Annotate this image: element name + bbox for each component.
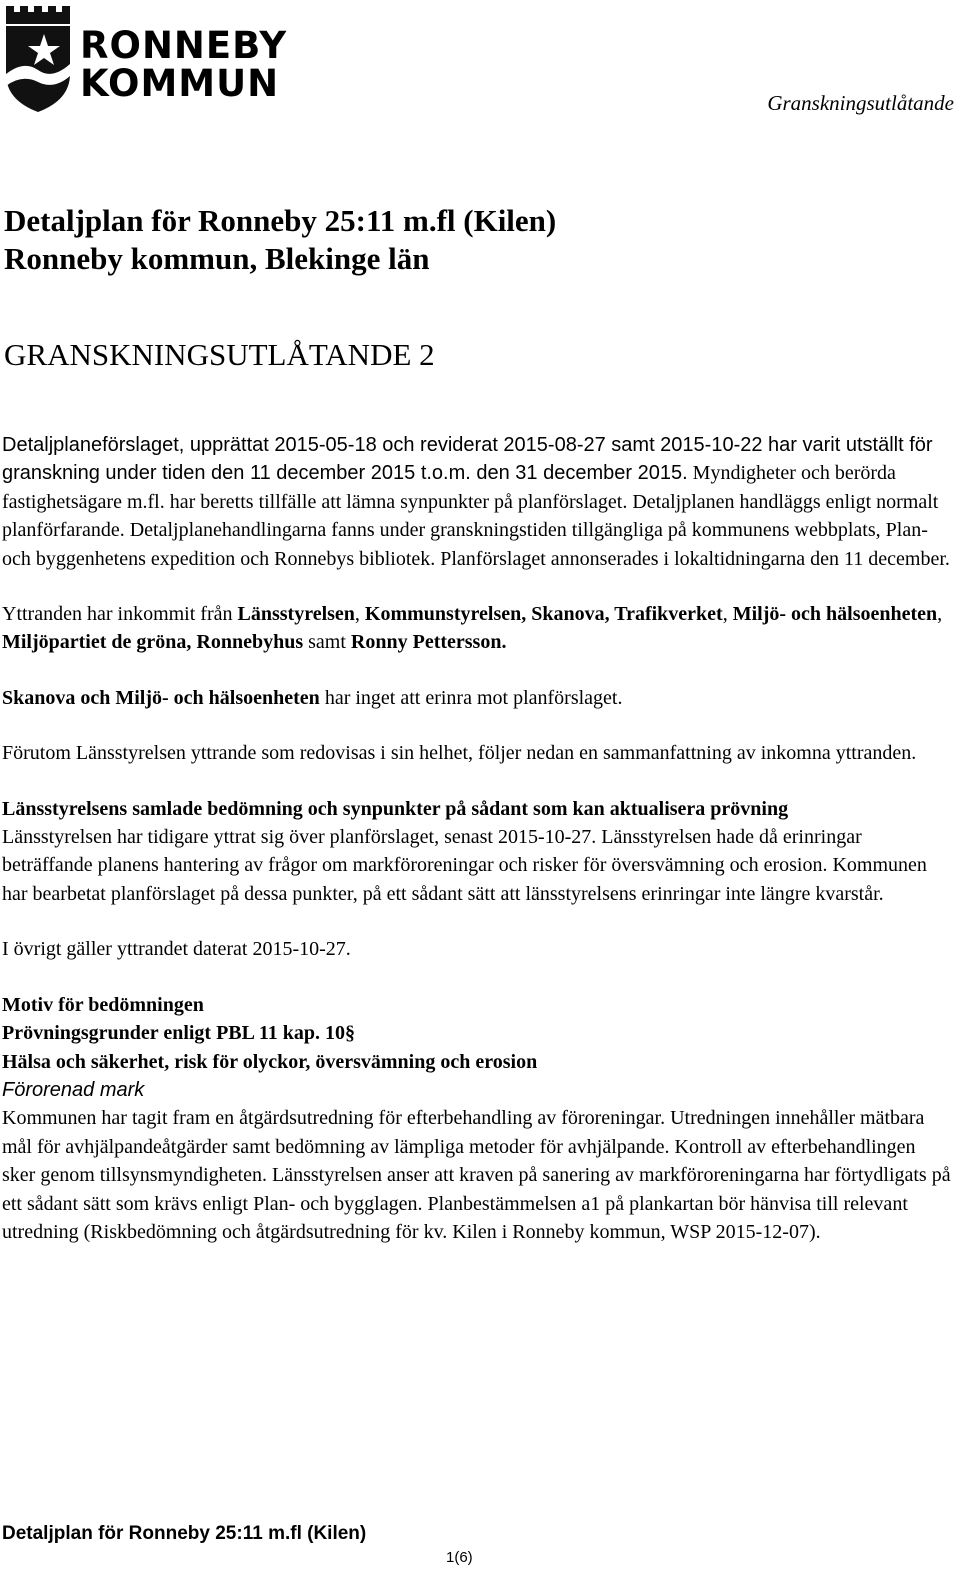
intro-paragraph [2,431,952,573]
logo-text-line2: KOMMUN [80,62,280,105]
title-line-1: Detaljplan för Ronneby 25:11 m.fl (Kilen) [4,203,557,238]
footer-title: Detaljplan för Ronneby 25:11 m.fl (Kilen) [2,1523,367,1544]
respondents-paragraph [2,600,952,657]
document-subtitle: GRANSKNINGSUTLÅTANDE 2 [4,337,435,372]
title-line-2: Ronneby kommun, Blekinge län [4,241,430,276]
intro-text-rest: Myndigheter och berörda fastighetsägare m.fl. har beretts tillfälle att lämna synpunkter på planförslaget. Detaljplanen handläggs enligt normalt planförfarande. Detaljplanehandlingarna fanns under granskningstiden tillgängliga på kommunens webbplats, Plan- och byggenhetens expedition och Ronnebys bibliotek. Planförslaget annonserades i lokaltidningarna den 11 december. [2,462,950,570]
lansstyrelsen-heading: Länsstyrelsens samlade bedömning och synpunkter på sådant som kan aktualisera prövning [2,797,789,820]
no-objection-paragraph [2,684,952,712]
no-objection-text: har inget att erinra mot planförslaget. [319,686,623,709]
respondent-lansstyrelsen: Länsstyrelsen [237,603,355,626]
no-objection-parties: Skanova och Miljö- och hälsoenheten [2,686,320,709]
intro-text-lead: Detaljplaneförslaget, upprättat 2015-05-18 och reviderat 2015-08-27 samt 2015-10-22 har varit utställt för granskning under tiden den 11 december 2015 t.o.m. den 31 december 2015. [2,434,933,485]
respondent-ronny-pettersson: Ronny Pettersson. [350,631,507,654]
respondents-conjunction: samt [303,631,351,654]
respondent-miljo: Miljö- och hälsoenheten [732,603,938,626]
fororenad-mark-subheading: Förorenad mark [2,1078,145,1101]
fororenad-mark-body: Kommunen har tagit fram en åtgärdsutredning för efterbehandling av föroreningar. Utredningen innehåller mätbara mål för avhjälpandeåtgärder samt bedömning av lämpliga metoder för avhjälpande. Kontroll av efterbehandlingen sker genom tillsynsmyndigheten. Länsstyrelsen anser att kraven på sanering av markföroreningarna har förtydligats på ett sådant sätt som krävs enligt Plan- och bygglagen. Planbestämmelsen a1 på plankartan bör hänvisa till relevant utredning (Riskbedömning och åtgärdsutredning för kv. Kilen i Ronneby kommun, WSP 2015-12-07). [2,1107,951,1243]
document-type-label: Granskningsutlåtande [767,91,954,115]
lansstyrelsen-body: Länsstyrelsen har tidigare yttrat sig över planförslaget, senast 2015-10-27. Länsstyrelsen hade då erinringar beträffande planens hantering av frågor om markföroreningar och risker för översvämning och erosion. Kommunen har bearbetat planförslaget på dessa punkter, på ett sådant sätt att länsstyrelsens erinringar inte längre kvarstår. [2,826,927,905]
document-body [2,431,952,1246]
respondents-lead: Yttranden har inkommit från [2,603,238,626]
otherwise-paragraph: I övrigt gäller yttrandet daterat 2015-10-27. [2,938,351,961]
halsa-sakerhet-heading: Hälsa och säkerhet, risk för olyckor, översvämning och erosion [2,1050,538,1073]
summary-note: Förutom Länsstyrelsen yttrande som redovisas i sin helhet, följer nedan en sammanfattning av inkomna yttranden. [2,742,917,765]
provningsgrunder-heading: Prövningsgrunder enligt PBL 11 kap. 10§ [2,1022,356,1045]
document-title [4,202,944,278]
respondent-group-2: Miljöpartiet de gröna, Ronnebyhus [2,631,304,654]
page-number: 1(6) [446,1549,473,1566]
separator: , [354,603,365,626]
motiv-heading: Motiv för bedömningen [2,993,204,1016]
respondent-group-1: Kommunstyrelsen, Skanova, Trafikverket [364,603,723,626]
separator: , [722,603,733,626]
separator: , [937,603,943,626]
logo-text-line1: RONNEBY [80,24,288,67]
ronneby-kommun-logo [4,4,294,114]
